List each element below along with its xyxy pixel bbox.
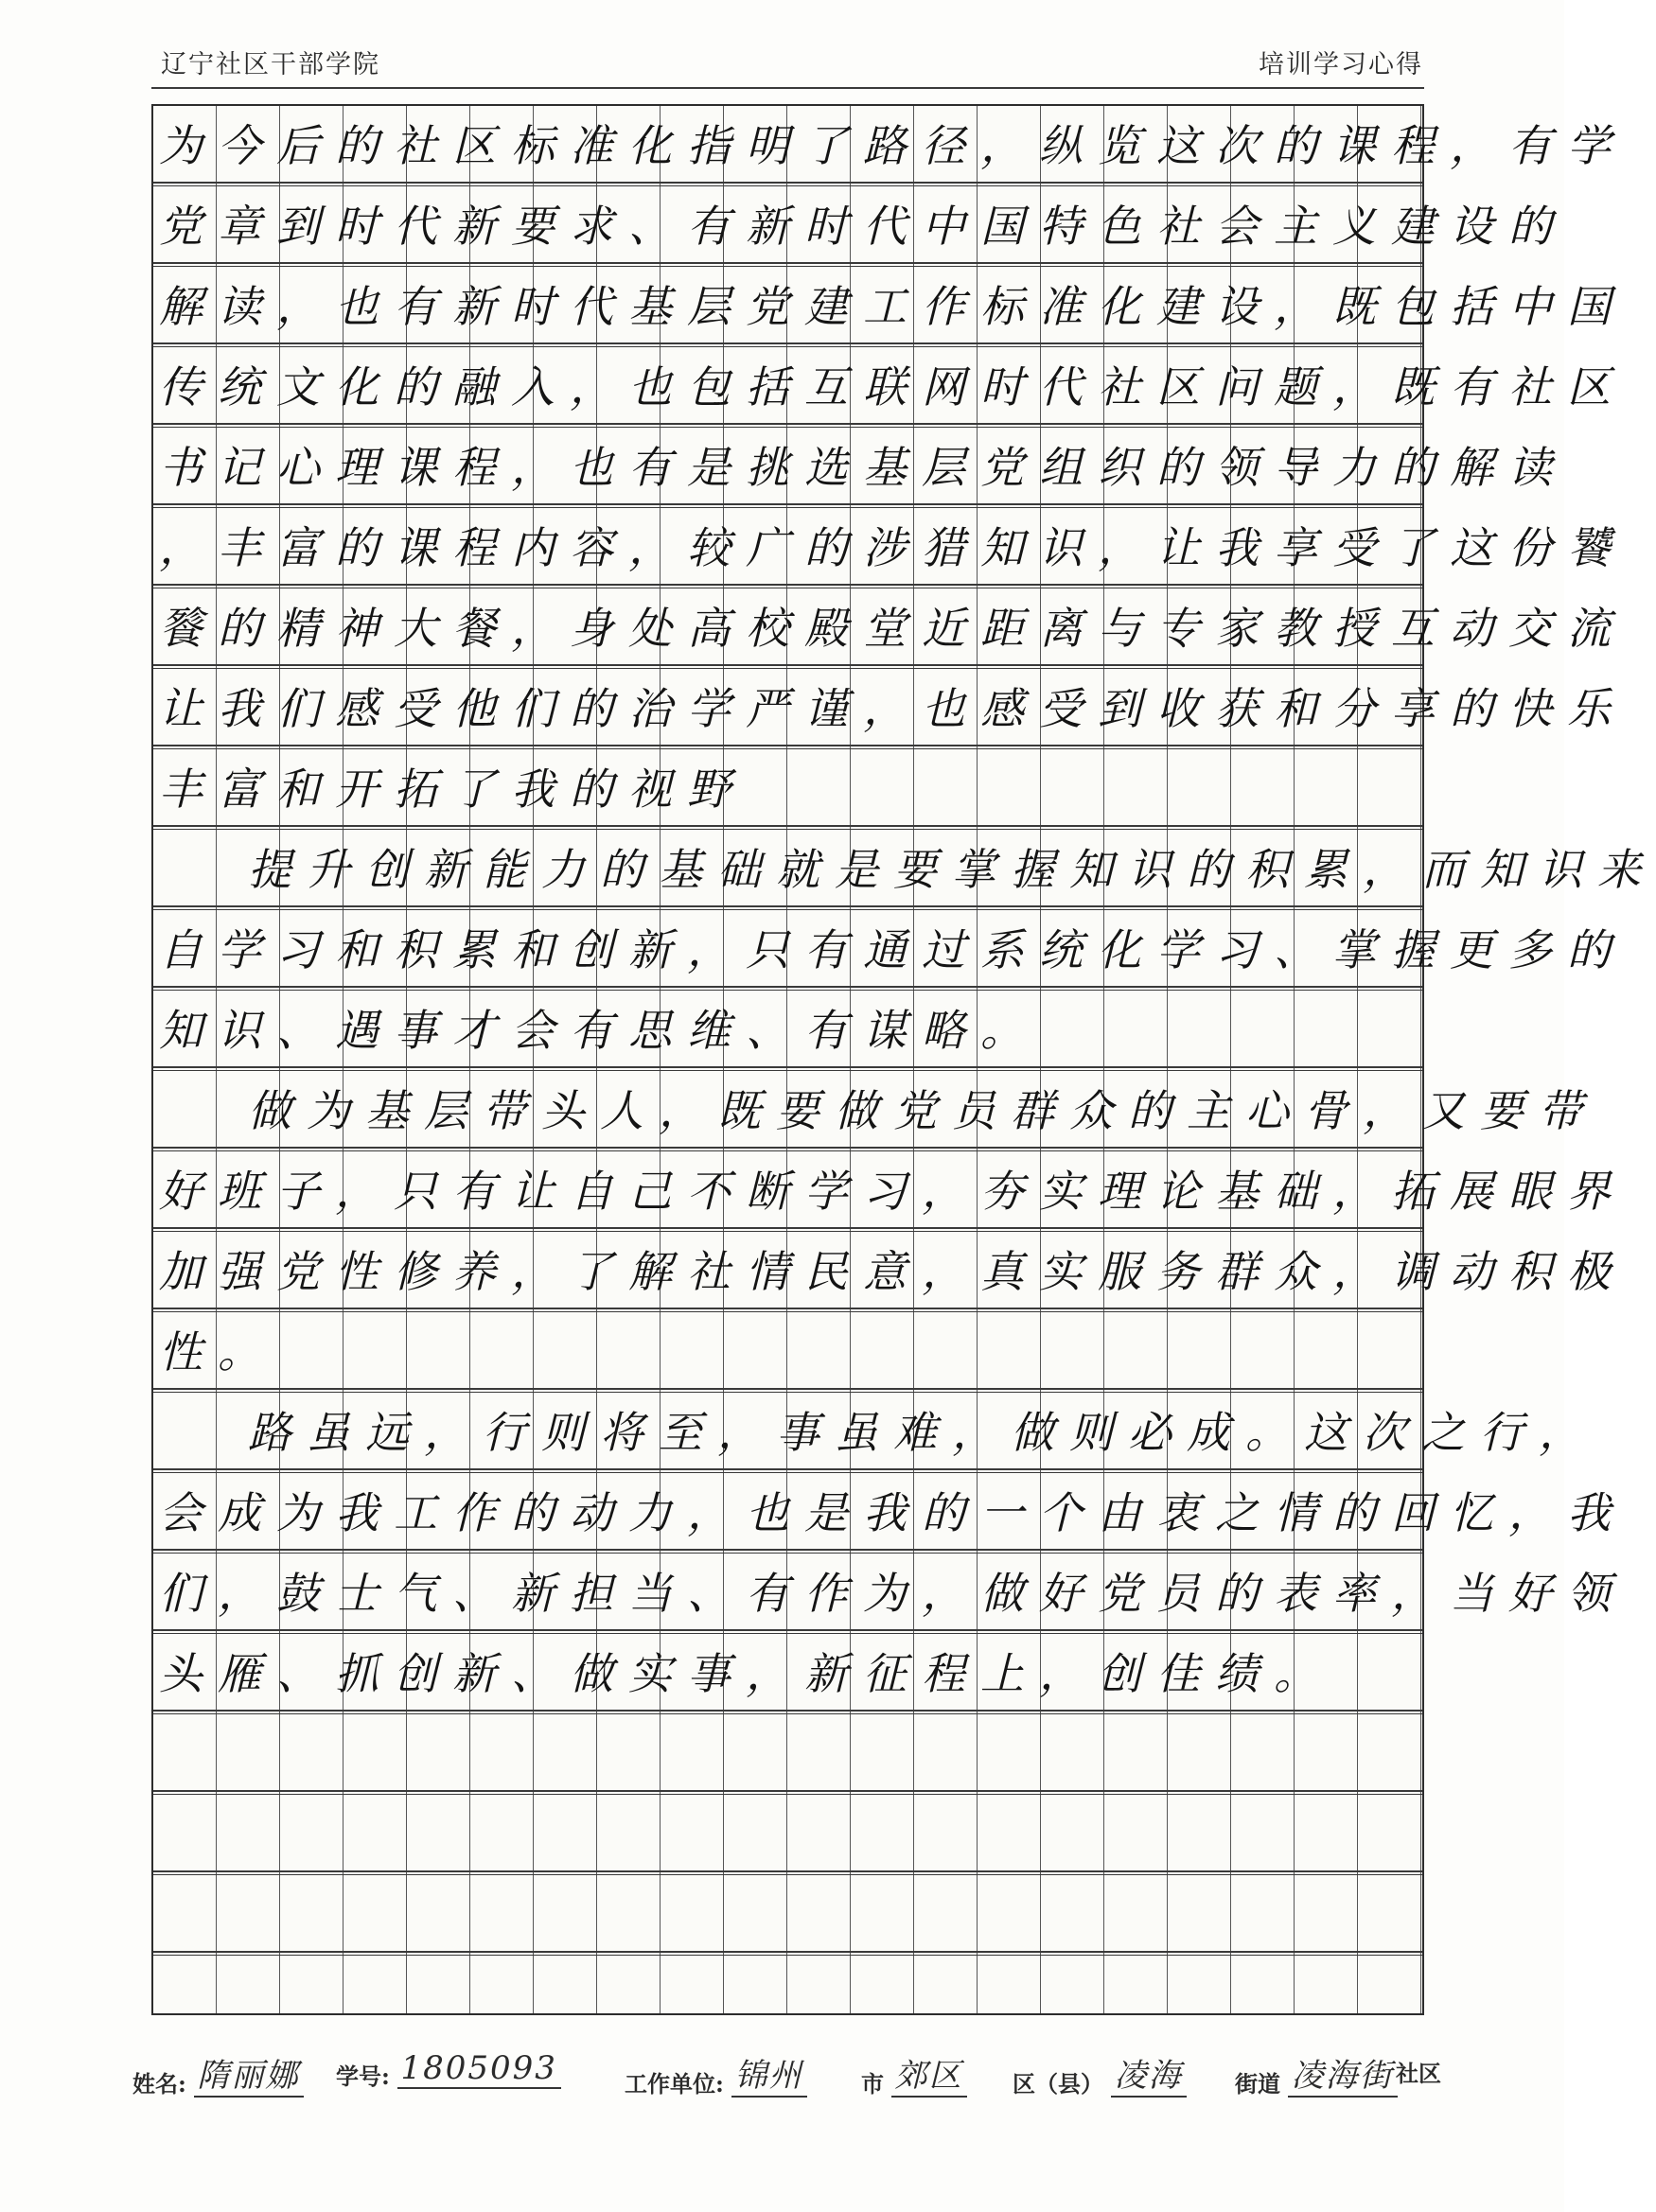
header-divider	[151, 87, 1424, 89]
institution-name: 辽宁社区干部学院	[161, 50, 380, 79]
text-line: 餮的精神大餐，身处高校殿堂近距离与专家教授互动交流	[159, 603, 1626, 654]
student-id-field	[336, 2049, 561, 2095]
signature-footer	[132, 2049, 1441, 2112]
name-value: 隋丽娜	[194, 2049, 304, 2098]
text-line: 为今后的社区标准化指明了路径，纵览这次的课程，有学	[159, 120, 1626, 171]
text-line: 们，鼓士气、新担当、有作为，做好党员的表率，当好领	[159, 1568, 1626, 1619]
name-field	[132, 2055, 304, 2103]
text-line: 头雁、抓创新、做实事，新征程上，创佳绩。	[159, 1648, 1332, 1699]
text-line: 书记心理课程，也有是挑选基层党组织的领导力的解读	[159, 442, 1567, 493]
city-value: 郊区	[891, 2049, 967, 2098]
student-id-value: 1805093	[397, 2049, 561, 2089]
text-line: 丰富和开拓了我的视野	[159, 764, 746, 815]
district-field	[1013, 2055, 1187, 2103]
text-line: 加强党性修养，了解社情民意，真实服务群众，调动积极	[159, 1246, 1626, 1297]
text-line: 党章到时代新要求、有新时代中国特色社会主义建设的	[159, 201, 1567, 252]
text-line: 做为基层带头人，既要做党员群众的主心骨，又要带	[248, 1085, 1597, 1136]
name-label: 姓名:	[132, 2070, 186, 2098]
street-value: 凌海街	[1288, 2049, 1398, 2098]
community-label: 社区	[1396, 2060, 1441, 2087]
text-line: 知识、遇事才会有思维、有谋略。	[159, 1005, 1039, 1056]
district-label: 区（县）	[1013, 2070, 1103, 2098]
street-field	[1235, 2055, 1398, 2103]
text-line: 性。	[159, 1326, 276, 1378]
handwritten-text-block	[153, 106, 1656, 2013]
district-value: 凌海	[1111, 2049, 1187, 2098]
document-type: 培训学习心得	[1259, 50, 1423, 79]
ruled-writing-grid	[151, 104, 1656, 2015]
text-line: 路虽远，行则将至，事虽难，做则必成。这次之行，	[248, 1407, 1597, 1458]
text-line: 好班子，只有让自己不断学习，夯实理论基础，拓展眼界	[159, 1166, 1626, 1217]
work-unit-field	[625, 2055, 807, 2103]
city-field	[861, 2055, 967, 2103]
student-id-label: 学号:	[336, 2063, 390, 2090]
street-label: 街道	[1235, 2070, 1280, 2098]
text-line: 提升创新能力的基础就是要掌握知识的积累，而知识来	[248, 844, 1656, 895]
work-unit-value: 锦州	[731, 2049, 807, 2098]
city-label: 市	[861, 2070, 884, 2098]
community-field	[1396, 2055, 1441, 2088]
text-line: 解读，也有新时代基层党建工作标准化建设，既包括中国	[159, 281, 1626, 332]
text-line: ，丰富的课程内容，较广的涉猎知识，让我享受了这份饕	[159, 522, 1626, 573]
text-line: 让我们感受他们的治学严谨，也感受到收获和分享的快乐	[159, 683, 1626, 734]
work-unit-label: 工作单位:	[625, 2070, 724, 2098]
text-line: 自学习和积累和创新，只有通过系统化学习、掌握更多的	[159, 924, 1626, 975]
text-line: 会成为我工作的动力，也是我的一个由衷之情的回忆，我	[159, 1487, 1626, 1538]
text-line: 传统文化的融入，也包括互联网时代社区问题，既有社区	[159, 361, 1626, 413]
